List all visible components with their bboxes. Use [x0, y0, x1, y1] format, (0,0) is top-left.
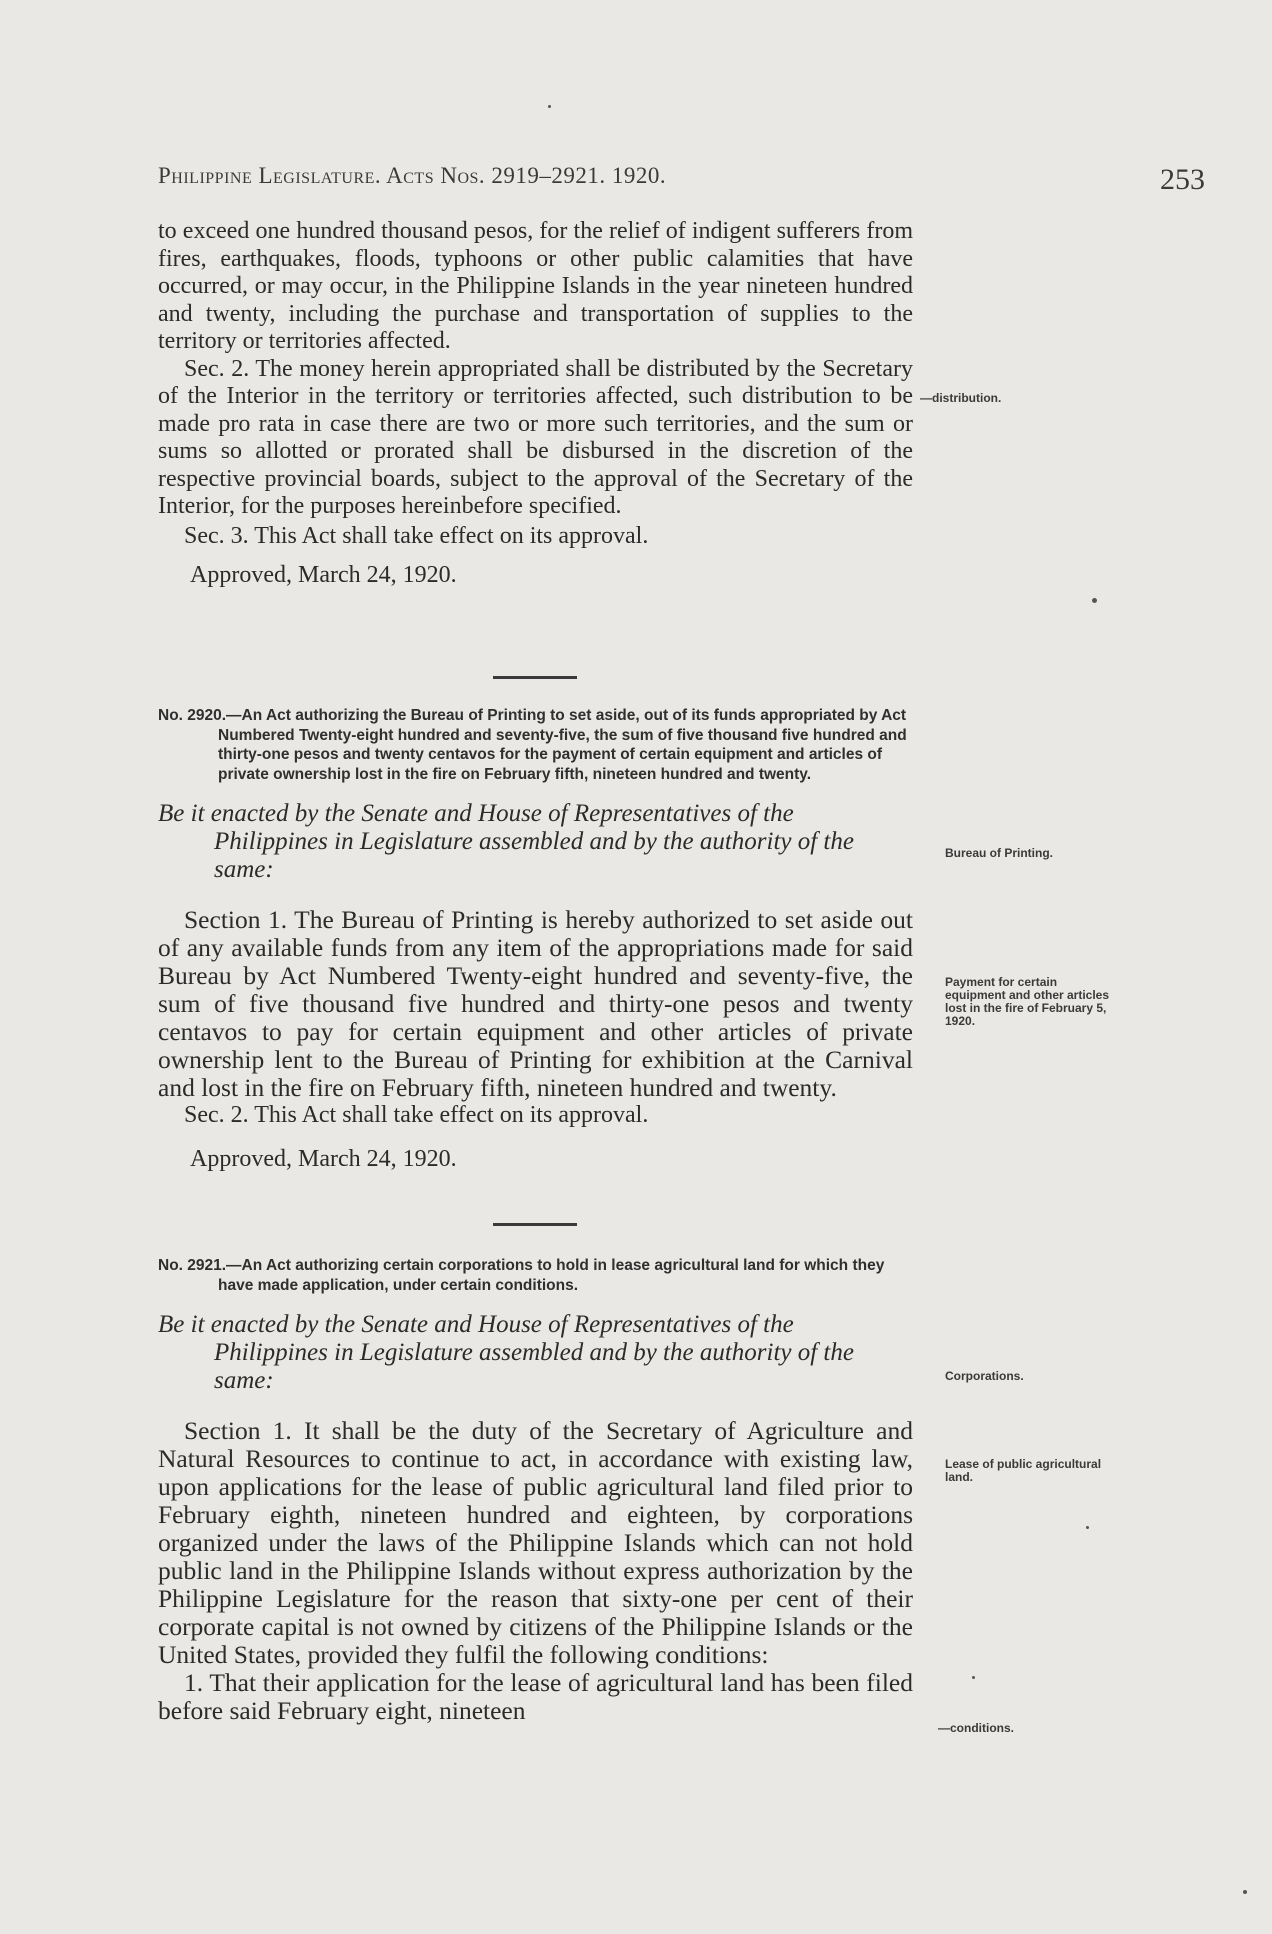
act-2921-section1: Section 1. It shall be the duty of the Secretary of Agriculture and Natural Resources to continue to act, in accordance with existing law, upon applications for the lease of public agricultural land filed prior to February eighth, nineteen hundred and eighteen, by corporations organized under the laws of the Philippine Islands which can not hold public land in the Philippine Islands without express authorization by the Philippine Legislature for the reason that sixty-one per cent of their corporate capital is not owned by citizens of the Philippine Islands or the United States, provided they fulfil the following conditions: — [158, 1416, 913, 1669]
act-2919-sec2: Sec. 2. The money herein appropriated shall be distributed by the Secretary of the Interior in the territory or territories affected, such distribution to be made pro rata in case there are two or more such territories, and the sum or sums so allotted or prorated shall be disbursed in the discretion of the respective provincial boards, subject to the approval of the Secretary of the Interior, for the purposes hereinbefore specified. — [158, 355, 913, 519]
page-number: 253 — [1160, 163, 1205, 196]
act-2920-sec2: Sec. 2. This Act shall take effect on its approval. — [184, 1102, 649, 1128]
margin-note-lease: Lease of public agricultural land. — [945, 1457, 1102, 1484]
act-2920-block — [158, 706, 913, 1173]
act-2919-approved: Approved, March 24, 1920. — [190, 562, 457, 588]
scan-speck — [972, 1676, 975, 1679]
section-divider — [493, 1223, 577, 1226]
scan-speck — [548, 105, 551, 108]
act-2920-enacting-clause: Be it enacted by the Senate and House of Representatives of the Philippines in Legislature assembled and by the authority of the same: — [158, 800, 854, 883]
margin-note-corporations: Corporations. — [945, 1369, 1024, 1383]
act-2921-block — [158, 1256, 913, 1725]
margin-note-conditions: —conditions. — [938, 1721, 1014, 1735]
act-2921-item1: 1. That their application for the lease of agricultural land has been filed before said February eight, nineteen — [158, 1668, 913, 1725]
act-2921-caption: No. 2921.—An Act authorizing certain corporations to hold in lease agricultural land for which they have made application, under certain conditions. — [158, 1257, 885, 1294]
act-2921-enacting-clause: Be it enacted by the Senate and House of Representatives of the Philippines in Legislature assembled and by the authority of the same: — [158, 1311, 854, 1394]
running-head — [158, 163, 918, 189]
act-2919-block — [158, 218, 913, 589]
act-2919-sec3: Sec. 3. This Act shall take effect on its approval. — [184, 522, 649, 549]
act-2920-section1: Section 1. The Bureau of Printing is hereby authorized to set aside out of any available funds from any item of the appropriations made for said Bureau by Act Numbered Twenty-eight hundred and seventy-five, the sum of five thousand five hundred and thirty-one pesos and twenty centavos to pay for certain equipment and other articles of private ownership lent to the Bureau of Printing for exhibition at the Carnival and lost in the fire on February fifth, nineteen hundred and twenty. — [158, 905, 913, 1102]
margin-note-distribution: —distribution. — [920, 391, 1002, 405]
margin-note-payment: Payment for certain equipment and other articles lost in the fire of February 5, 1920. — [945, 975, 1110, 1028]
act-2920-approved: Approved, March 24, 1920. — [190, 1145, 457, 1172]
running-head-text: Philippine Legislature. Acts Nos. 2919–2921. 1920. — [158, 163, 667, 188]
scan-speck — [1243, 1890, 1247, 1894]
act-2919-continuation: to exceed one hundred thousand pesos, for the relief of indigent sufferers from fires, earthquakes, floods, typhoons or other public calamities that have occurred, or may occur, in the Philippine Islands in the year nineteen hundred and twenty, including the purchase and transportation of supplies to the territory or territories affected. — [158, 218, 913, 354]
margin-note-bureau: Bureau of Printing. — [945, 846, 1053, 860]
section-divider — [493, 676, 577, 679]
scan-speck — [1092, 598, 1097, 603]
act-2920-caption: No. 2920.—An Act authorizing the Bureau of Printing to set aside, out of its funds appropriated by Act Numbered Twenty-eight hundred and seventy-five, the sum of five thousand five hundred and thirty-one pesos and twenty centavos for the payment of certain equipment and articles of private ownership lost in the fire on February fifth, nineteen hundred and twenty. — [158, 707, 907, 783]
scan-speck — [1086, 1526, 1089, 1529]
